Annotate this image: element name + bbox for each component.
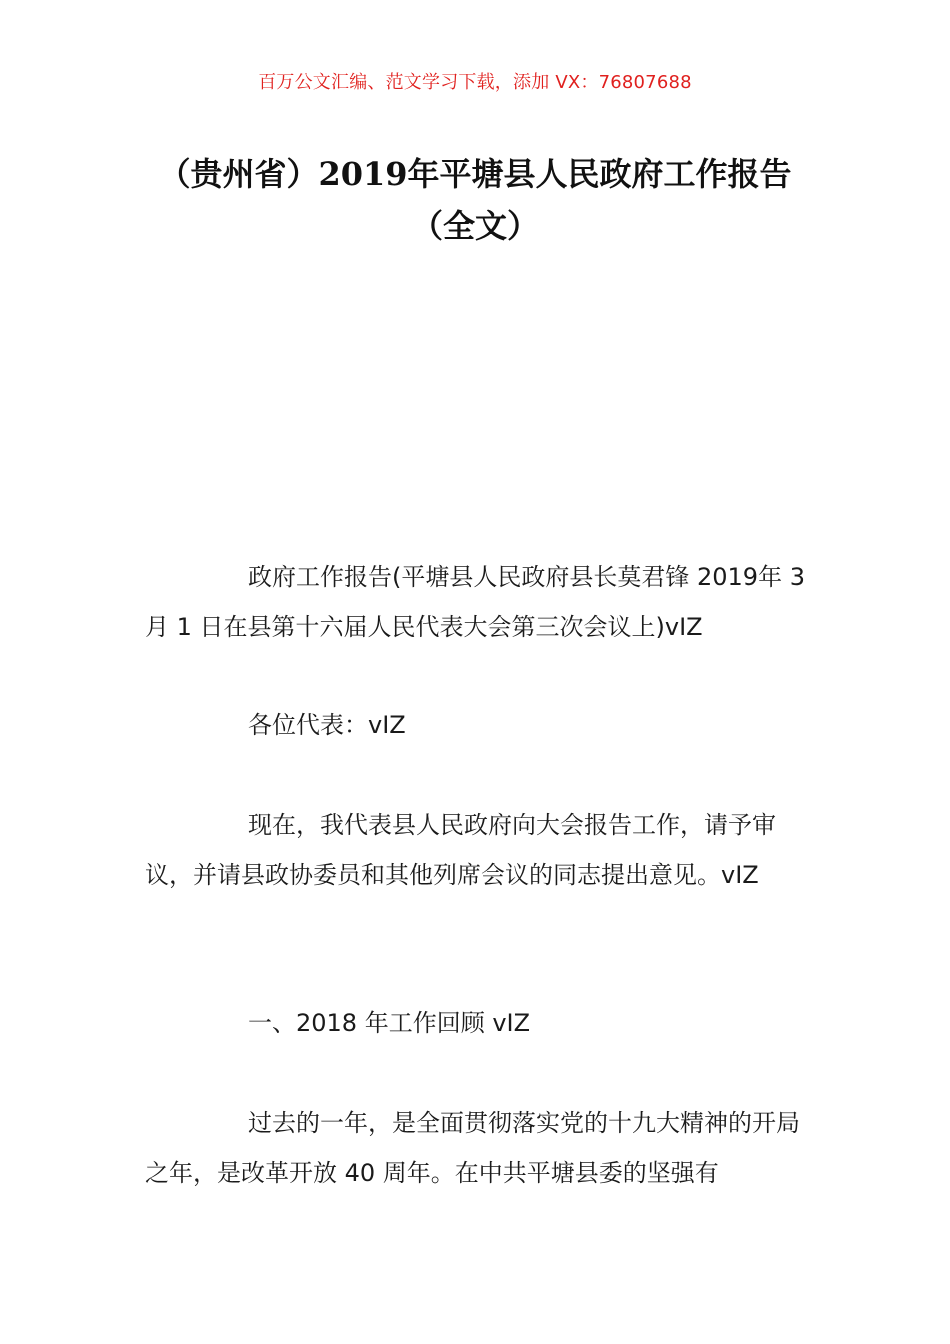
paragraph-salutation: 各位代表：vIZ (248, 711, 406, 739)
paragraph-report-intro: 政府工作报告(平塘县人民政府县长莫君锋 2019年 3 月 1 日在县第十六届人民代表大会第三次会议上)vIZ (145, 563, 805, 641)
watermark-header: 百万公文汇编、范文学习下载，添加 VX：76807688 (258, 72, 692, 93)
paragraph-review-start: 过去的一年，是全面贯彻落实党的十九大精神的开局之年，是改革开放 40 周年。在中共平塘县委的坚强有 (145, 1109, 800, 1187)
paragraph-opening: 现在，我代表县人民政府向大会报告工作，请予审议，并请县政协委员和其他列席会议的同志提出意见。vIZ (145, 811, 776, 889)
document-title: （贵州省）2019年平塘县人民政府工作报告（全文） (158, 155, 792, 245)
section-heading-review: 一、2018 年工作回顾 vIZ (248, 1009, 531, 1037)
